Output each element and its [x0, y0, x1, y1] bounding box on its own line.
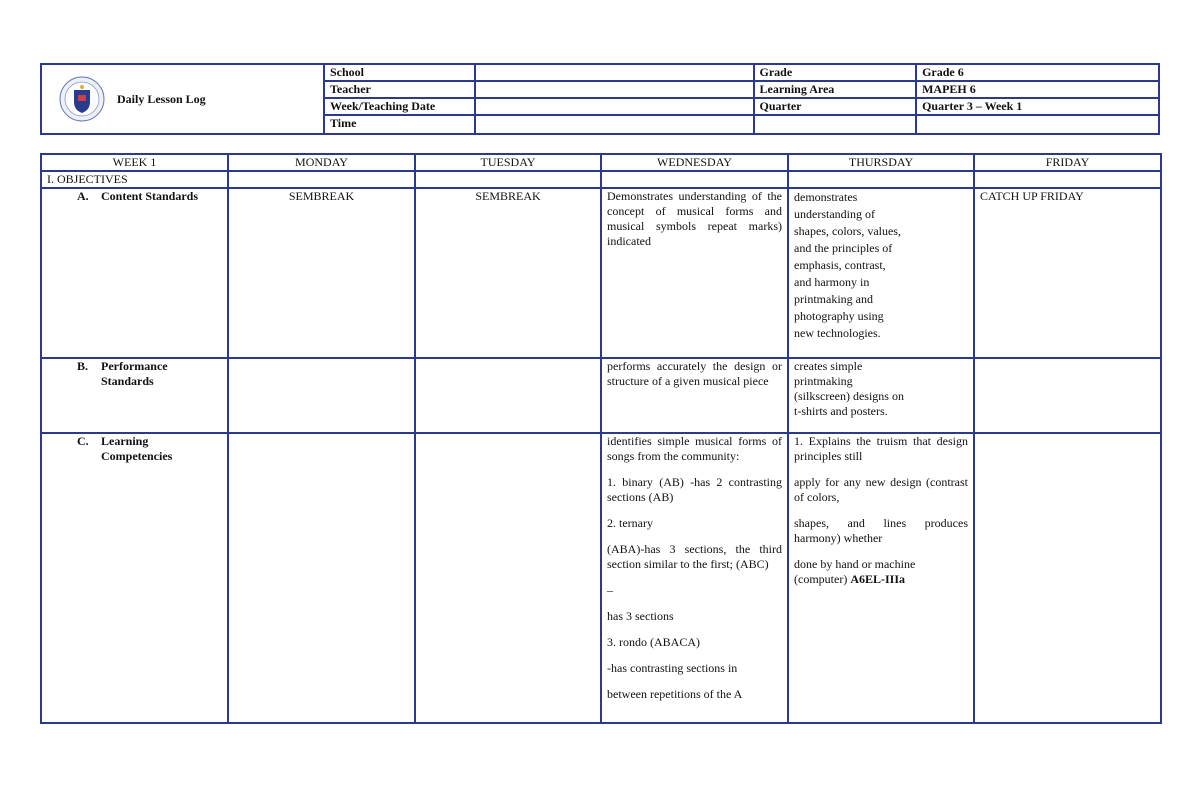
competency-line: 2. ternary — [607, 516, 653, 530]
competency-line: has 3 sections — [607, 609, 674, 623]
header-table — [40, 63, 1160, 135]
label-learning-area: Learning Area — [754, 81, 917, 98]
col-week: WEEK 1 — [41, 154, 228, 171]
col-tuesday: TUESDAY — [415, 154, 601, 171]
empty-cell — [754, 115, 917, 134]
label-grade: Grade — [754, 64, 917, 81]
item-label: Learning Competencies — [101, 434, 173, 463]
learning-competencies-row — [41, 433, 1161, 723]
thursday-content: demonstrates understanding of shapes, colors, values, and the principles of emphasis, contrast, and harmony in printmaking and photography using new technologies. — [794, 190, 901, 340]
col-wednesday: WEDNESDAY — [601, 154, 788, 171]
empty-cell — [974, 358, 1161, 433]
value-grade: Grade 6 — [916, 64, 1159, 81]
col-monday: MONDAY — [228, 154, 415, 171]
empty-cell — [788, 171, 974, 188]
thursday-competencies — [788, 433, 974, 723]
competency-line: (ABA)-has 3 sections, the third section similar to the first; (ABC) — [607, 542, 782, 571]
section-title: I. OBJECTIVES — [41, 171, 228, 188]
day-header-row — [41, 154, 1161, 171]
item-letter: C. — [77, 434, 89, 448]
competency-line: 1. binary (AB) -has 2 contrasting sections (AB) — [607, 475, 782, 504]
empty-cell — [974, 433, 1161, 723]
lesson-log-table — [40, 153, 1162, 724]
label-teacher: Teacher — [324, 81, 475, 98]
empty-cell — [228, 171, 415, 188]
label-quarter: Quarter — [754, 98, 917, 115]
wednesday-competencies — [601, 433, 788, 723]
item-letter: B. — [77, 359, 89, 373]
competency-line: – — [607, 583, 613, 597]
content-standards-row — [41, 188, 1161, 358]
competency-line: 3. rondo (ABACA) — [607, 635, 700, 649]
tuesday-content: SEMBREAK — [415, 188, 601, 358]
objectives-row — [41, 171, 1161, 188]
value-learning-area: MAPEH 6 — [916, 81, 1159, 98]
deped-seal-icon — [59, 76, 105, 122]
col-friday: FRIDAY — [974, 154, 1161, 171]
competency-line: shapes, and lines produces harmony) whether — [794, 516, 968, 545]
empty-cell — [415, 171, 601, 188]
label-school: School — [324, 64, 475, 81]
wednesday-content: Demonstrates understanding of the concept of musical forms and musical symbols repeat marks) indicated — [601, 188, 788, 358]
label-time: Time — [324, 115, 475, 134]
competency-line: identifies simple musical forms of songs from the community: — [607, 434, 782, 463]
empty-cell — [601, 171, 788, 188]
item-label: Content Standards — [101, 189, 199, 203]
thursday-performance-cell — [788, 358, 974, 433]
competency-line: apply for any new design (contrast of colors, — [794, 475, 968, 504]
competency-line — [794, 557, 968, 587]
empty-cell — [916, 115, 1159, 134]
logo-cell — [41, 64, 324, 134]
competency-code: A6EL-IIIa — [850, 572, 905, 586]
competency-line: 1. Explains the truism that design principles still — [794, 434, 968, 463]
value-school — [475, 64, 754, 81]
wednesday-performance: performs accurately the design or structure of a given musical piece — [601, 358, 788, 433]
value-week-date — [475, 98, 754, 115]
learning-competencies-label-cell — [41, 433, 228, 723]
competency-line: -has contrasting sections in — [607, 661, 738, 675]
item-label: Performance Standards — [101, 359, 168, 388]
value-time — [475, 115, 754, 134]
thursday-content-cell — [788, 188, 974, 358]
document-title: Daily Lesson Log — [117, 91, 206, 106]
empty-cell — [974, 171, 1161, 188]
value-teacher — [475, 81, 754, 98]
item-letter: A. — [77, 189, 89, 203]
monday-content: SEMBREAK — [228, 188, 415, 358]
empty-cell — [415, 358, 601, 433]
performance-standards-label-cell — [41, 358, 228, 433]
label-week-date: Week/Teaching Date — [324, 98, 475, 115]
empty-cell — [228, 358, 415, 433]
content-standards-label-cell — [41, 188, 228, 358]
header-row-school — [41, 64, 1159, 81]
value-quarter: Quarter 3 – Week 1 — [916, 98, 1159, 115]
competency-line: between repetitions of the A — [607, 687, 743, 701]
competency-text: done by hand or machine (computer) — [794, 557, 916, 586]
empty-cell — [228, 433, 415, 723]
friday-content: CATCH UP FRIDAY — [974, 188, 1161, 358]
empty-cell — [415, 433, 601, 723]
thursday-performance: creates simple printmaking (silkscreen) designs on t-shirts and posters. — [794, 359, 904, 418]
performance-standards-row — [41, 358, 1161, 433]
col-thursday: THURSDAY — [788, 154, 974, 171]
